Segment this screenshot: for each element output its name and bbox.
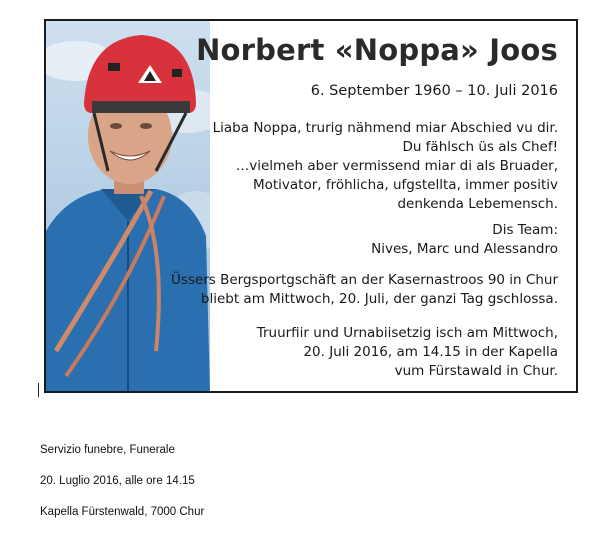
- ceremony-line: Truurfiir und Urnabiisetzig isch am Mittwoch,: [256, 325, 558, 341]
- portrait-photo: [46, 21, 210, 391]
- farewell-line: denkenda Lebemensch.: [397, 196, 558, 212]
- shop-line: bliebt am Mittwoch, 20. Juli, der ganzi Tag gschlossa.: [200, 291, 558, 307]
- climber-portrait-icon: [46, 21, 210, 391]
- ceremony-line: 20. Juli 2016, am 14.15 in der Kapella: [303, 344, 558, 360]
- ceremony-details: [257, 324, 558, 381]
- text-cursor[interactable]: [38, 383, 39, 397]
- life-dates: 6. September 1960 – 10. Juli 2016: [310, 83, 558, 99]
- farewell-line: Motivator, fröhlicha, ufgstellta, immer positiv: [252, 177, 558, 193]
- team-line: Nives, Marc und Alessandro: [371, 241, 558, 257]
- farewell-line: Du fählsch üs als Chef!: [402, 139, 558, 155]
- ceremony-line: vum Fürstawald in Chur.: [394, 363, 558, 379]
- shop-line: Üssers Bergsportgschäft an der Kasernastroos 90 in Chur: [170, 272, 558, 288]
- team-signature: [371, 221, 558, 259]
- farewell-line: …vielmeh aber vermissend miar di als Bruader,: [235, 158, 558, 174]
- farewell-message: [213, 119, 558, 214]
- deceased-name: Norbert «Noppa» Joos: [196, 33, 558, 67]
- obituary-notice: [44, 19, 578, 393]
- notice-text-area: [170, 21, 558, 391]
- farewell-line: Liaba Noppa, trurig nähmend miar Abschied vu dir.: [212, 120, 558, 136]
- shop-closure-notice: [171, 271, 558, 309]
- funeral-heading: Servizio funebre, Funerale: [40, 444, 175, 456]
- funeral-date-time: 20. Luglio 2016, alle ore 14.15: [40, 475, 195, 487]
- team-line: Dis Team:: [492, 222, 558, 238]
- funeral-location: Kapella Fürstenwald, 7000 Chur: [40, 506, 205, 518]
